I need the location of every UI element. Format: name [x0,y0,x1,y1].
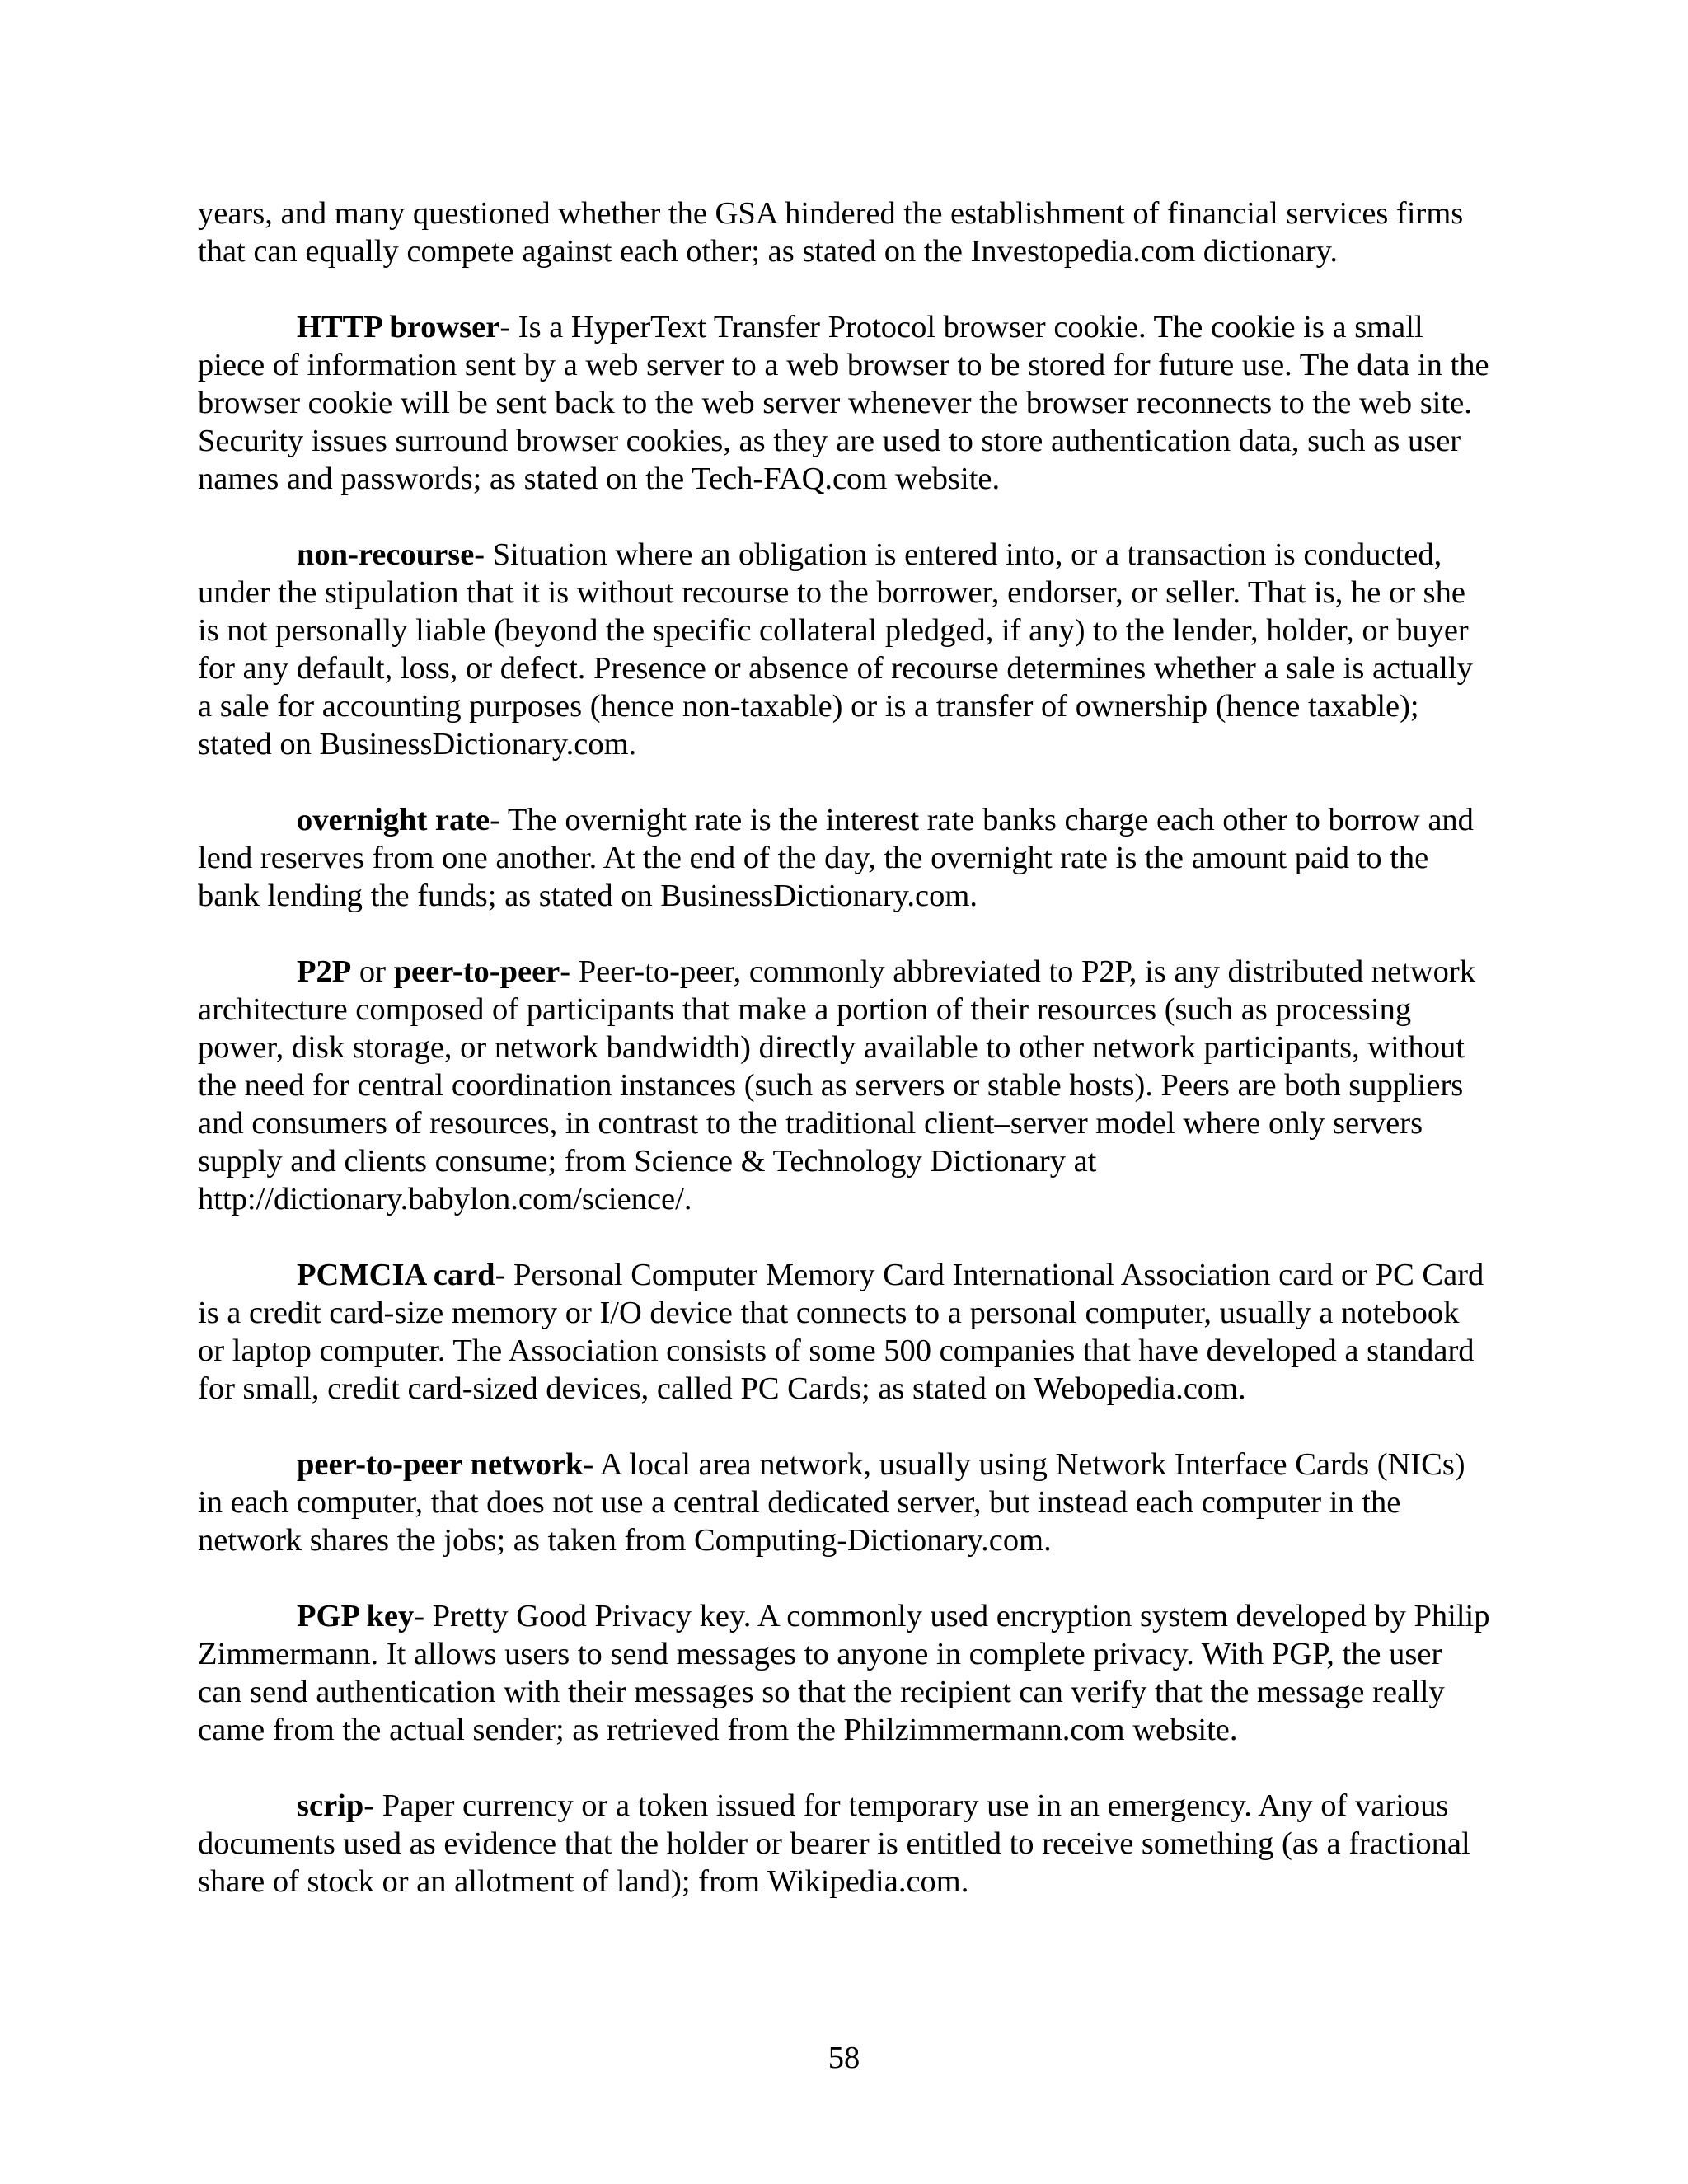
glossary-definition: - Peer-to-peer, commonly abbreviated to P2P, is any distributed network architecture composed of participants that make a portion of their resources (such as processing power, disk storage, or network bandwidth) directly available to other network participants, without the need for central coordination instances (such as servers or stable hosts). Peers are both suppliers and consumers of resources, in contrast to the traditional client–server model where only servers supply and clients consume; from Science & Technology Dictionary at http://dictionary.babylon.com/science/. [198,954,1475,1216]
continuation-paragraph: years, and many questioned whether the GSA hindered the establishment of financial services firms that can equally compete against each other; as stated on the Investopedia.com dictionary. [198,196,1464,269]
glossary-entry-peer-to-peer-network [198,1446,1492,1559]
glossary-term: peer-to-peer network [297,1447,584,1482]
glossary-entry-http-browser [198,308,1492,498]
glossary-term: scrip [297,1788,364,1823]
glossary-entry-pgp-key [198,1597,1492,1749]
glossary-term: overnight rate [297,803,490,837]
glossary-definition: - Is a HyperText Transfer Protocol browser cookie. The cookie is a small piece of information sent by a web server to a web browser to be stored for future use. The data in the browser cookie will be sent back to the web server whenever the browser reconnects to the web site. Security issues surround browser cookies, as they are used to store authentication data, such as user names and passwords; as stated on the Tech-FAQ.com website. [198,310,1489,496]
glossary-entry-scrip [198,1787,1492,1900]
glossary-entry-p2p [198,953,1492,1218]
glossary-entry-non-recourse [198,536,1492,763]
glossary-term: P2P [297,954,352,989]
glossary-term: PGP key [297,1599,415,1633]
glossary-definition: - Paper currency or a token issued for temporary use in an emergency. Any of various documents used as evidence that the holder or bearer is entitled to receive something (as a fractional share of stock or an allotment of land); from Wikipedia.com. [198,1788,1470,1899]
glossary-term: PCMCIA card [297,1258,495,1292]
page-number: 58 [828,2041,860,2075]
glossary-entry-overnight-rate [198,801,1492,915]
glossary-definition: - Situation where an obligation is entered into, or a transaction is conducted, under the stipulation that it is without recourse to the borrower, endorser, or seller. That is, he or she is not personally liable (beyond the specific collateral pledged, if any) to the lender, holder, or buyer for any default, loss, or defect. Presence or absence of recourse determines whether a sale is actually a sale for accounting purposes (hence non-taxable) or is a transfer of ownership (hence taxable); stated on BusinessDictionary.com. [198,537,1473,762]
glossary-term-connector: or [351,954,394,989]
glossary-definition: - Personal Computer Memory Card International Association card or PC Card is a credit card-size memory or I/O device that connects to a personal computer, usually a notebook or laptop computer. The Association consists of some 500 companies that have developed a standard for small, credit card-sized devices, called PC Cards; as stated on Webopedia.com. [198,1258,1484,1406]
glossary-term: HTTP browser [297,310,500,344]
glossary-entry-pcmcia-card [198,1256,1492,1408]
glossary-definition: - Pretty Good Privacy key. A commonly used encryption system developed by Philip Zimmermann. It allows users to send messages to anyone in complete privacy. With PGP, the user can send authentication with their messages so that the recipient can verify that the message really came from the actual sender; as retrieved from the Philzimmermann.com website. [198,1599,1490,1747]
glossary-term: non-recourse [297,537,475,572]
glossary-text [198,194,1492,1938]
glossary-definition: - The overnight rate is the interest rate banks charge each other to borrow and lend reserves from one another. At the end of the day, the overnight rate is the amount paid to the bank lending the funds; as stated on BusinessDictionary.com. [198,803,1474,913]
glossary-term-alt: peer-to-peer [393,954,560,989]
glossary-definition: - A local area network, usually using Network Interface Cards (NICs) in each computer, that does not use a central dedicated server, but instead each computer in the network shares the jobs; as taken from Computing-Dictionary.com. [198,1447,1465,1558]
